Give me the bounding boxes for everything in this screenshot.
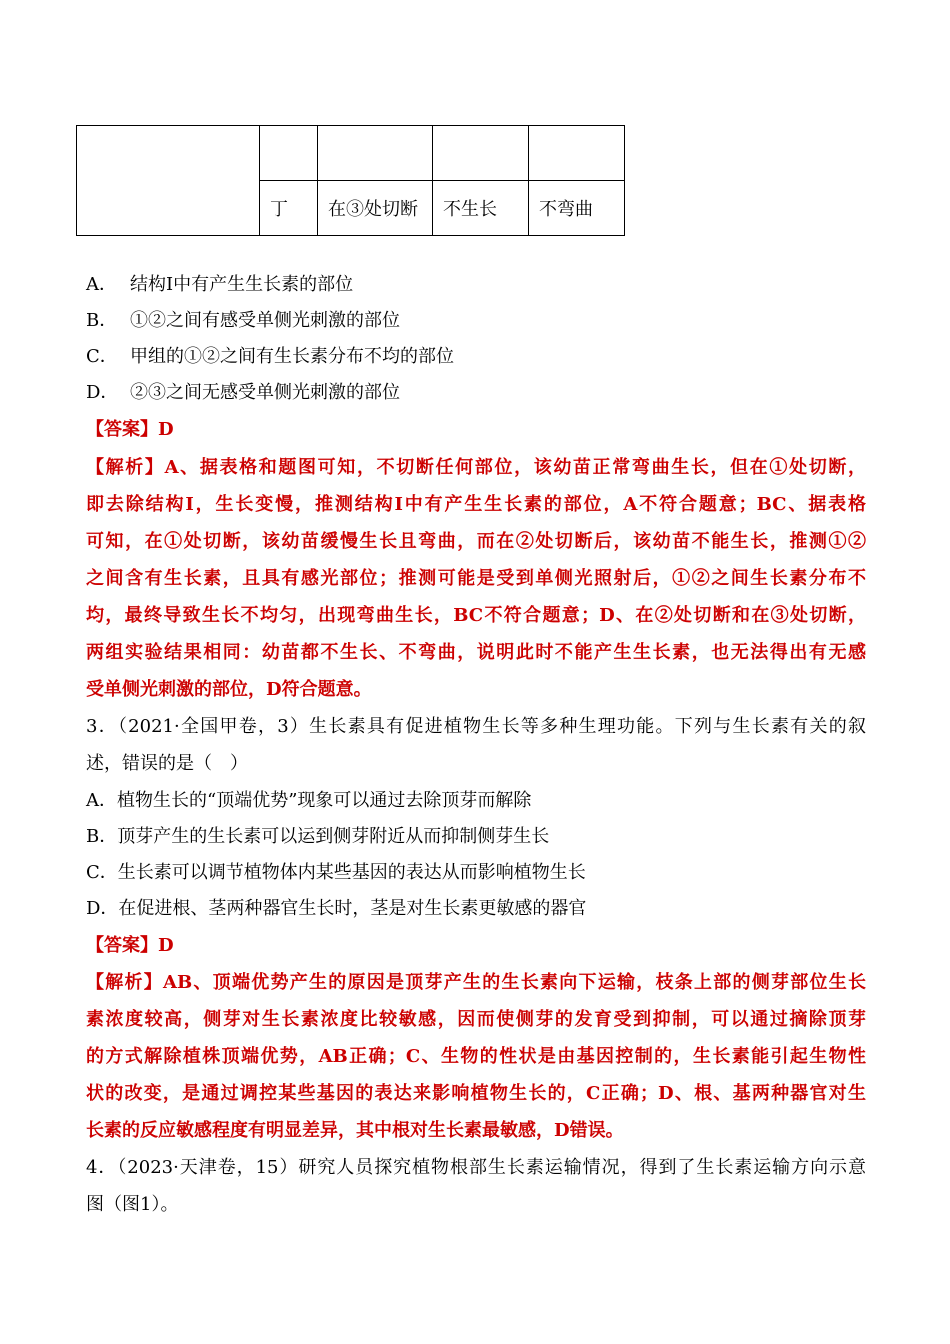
table-cell <box>260 126 318 181</box>
q3-analysis-line: 的方式解除植株顶端优势，AB正确；C、生物的性状是由基因控制的，生长素能引起生物性 <box>86 1046 866 1067</box>
table-cell <box>433 126 529 181</box>
experiment-table <box>76 125 625 236</box>
q4-stem-line: 图（图1）。 <box>86 1194 179 1215</box>
q2-analysis-line: 之间含有生长素，且具有感光部位；推测可能是受到单侧光照射后，①②之间生长素分布不 <box>86 568 866 589</box>
q3-analysis-line: 素浓度较高，侧芽对生长素浓度比较敏感，因而使侧芽的发育受到抑制，可以通过摘除顶芽 <box>86 1009 866 1030</box>
q2-answer: 【答案】D <box>86 419 174 440</box>
table-cell: 不生长 <box>433 181 529 236</box>
table-cell: 丁 <box>260 181 318 236</box>
q2-analysis-line: 两组实验结果相同：幼苗都不生长、不弯曲，说明此时不能产生生长素，也无法得出有无感 <box>86 642 866 663</box>
q2-analysis-line: 可知，在①处切断，该幼苗缓慢生长且弯曲，而在②处切断后，该幼苗不能生长，推测①② <box>86 531 866 552</box>
q3-stem-line: 3．（2021·全国甲卷，3）生长素具有促进植物生长等多种生理功能。下列与生长素有关的叙 <box>86 716 866 737</box>
q2-option-c: C． 甲组的①②之间有生长素分布不均的部位 <box>86 346 454 367</box>
q3-stem-line: 述，错误的是（ ） <box>86 753 248 774</box>
q2-analysis-line: 即去除结构Ⅰ，生长变慢，推测结构Ⅰ中有产生生长素的部位，A不符合题意；BC、据表格 <box>86 494 866 515</box>
q3-option-c: C．生长素可以调节植物体内某些基因的表达从而影响植物生长 <box>86 862 586 883</box>
q3-option-a: A．植物生长的“顶端优势”现象可以通过去除顶芽而解除 <box>86 790 532 811</box>
table-cell <box>529 126 625 181</box>
q2-option-b: B． ①②之间有感受单侧光刺激的部位 <box>86 310 400 331</box>
table-cell: 在③处切断 <box>318 181 433 236</box>
table-cell <box>318 126 433 181</box>
table-merged-cell <box>77 126 260 236</box>
q2-option-d: D． ②③之间无感受单侧光刺激的部位 <box>86 382 400 403</box>
q3-analysis-line: 状的改变，是通过调控某些基因的表达来影响植物生长的，C正确；D、根、基两种器官对生 <box>86 1083 866 1104</box>
table-row <box>77 126 625 181</box>
q2-option-a: A． 结构Ⅰ中有产生生长素的部位 <box>86 274 354 295</box>
q3-option-b: B．顶芽产生的生长素可以运到侧芽附近从而抑制侧芽生长 <box>86 826 550 847</box>
q3-option-d: D．在促进根、茎两种器官生长时，茎是对生长素更敏感的器官 <box>86 898 587 919</box>
table-cell: 不弯曲 <box>529 181 625 236</box>
q2-analysis-line: 受单侧光刺激的部位，D符合题意。 <box>86 679 372 700</box>
q4-stem-line: 4．（2023·天津卷，15）研究人员探究植物根部生长素运输情况，得到了生长素运输方向示意 <box>86 1157 866 1178</box>
q3-answer: 【答案】D <box>86 935 174 956</box>
q2-analysis-line: 均，最终导致生长不均匀，出现弯曲生长，BC不符合题意；D、在②处切断和在③处切断， <box>86 605 866 626</box>
q3-analysis-line: 【解析】AB、顶端优势产生的原因是顶芽产生的生长素向下运输，枝条上部的侧芽部位生长 <box>86 972 866 993</box>
q2-analysis-line: 【解析】A、据表格和题图可知，不切断任何部位，该幼苗正常弯曲生长，但在①处切断， <box>86 457 866 478</box>
q3-analysis-line: 长素的反应敏感程度有明显差异，其中根对生长素最敏感，D错误。 <box>86 1120 624 1141</box>
